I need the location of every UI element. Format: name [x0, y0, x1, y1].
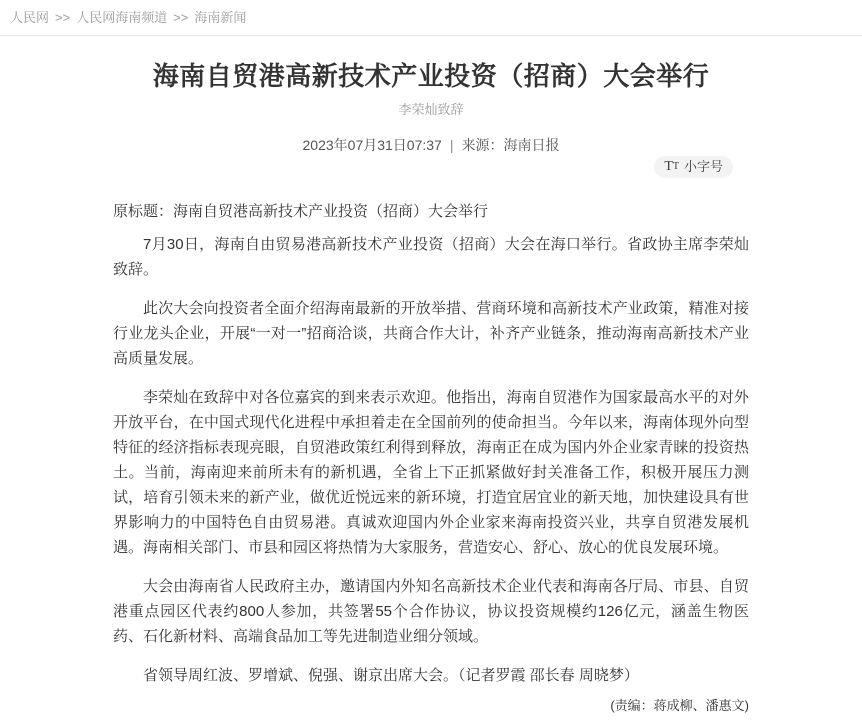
article-body: [113, 199, 749, 724]
source-link[interactable]: 海南日报: [503, 137, 560, 153]
breadcrumb: [0, 0, 862, 36]
editors-line: (责编：蒋成柳、潘惠文): [610, 698, 749, 713]
original-title-label: 原标题：: [113, 203, 174, 220]
publish-date: 2023年07月31日07:37: [302, 137, 442, 153]
font-size-icon: T: [664, 159, 673, 174]
font-size-button-label: 小字号: [683, 159, 723, 174]
breadcrumb-link-hainan-channel[interactable]: 人民网海南频道: [76, 10, 168, 25]
original-title-line: [113, 199, 749, 224]
breadcrumb-link-peoples-net[interactable]: 人民网: [10, 10, 50, 25]
article-content: [113, 59, 749, 724]
article-subtitle: 李荣灿致辞: [398, 102, 464, 117]
paragraph-1: 7月30日，海南自由贸易港高新技术产业投资（招商）大会在海口举行。省政协主席李荣灿致辞。: [113, 236, 749, 278]
paragraph-2: 此次大会向投资者全面介绍海南最新的开放举措、营商环境和高新技术产业政策，精准对接行业龙头企业，开展“一对一”招商洽谈，共商合作大计，补齐产业链条，推动海南高新技术产业高质量发展。: [113, 300, 749, 367]
paragraph-5: 省领导周红波、罗增斌、倪强、谢京出席大会。（记者罗霞 邵长春 周晓梦）: [143, 667, 639, 684]
breadcrumb-separator: >>: [173, 10, 189, 25]
breadcrumb-link-hainan-news[interactable]: 海南新闻: [194, 10, 247, 25]
article-toolbar: [113, 156, 749, 178]
meta-separator: |: [449, 137, 454, 153]
article-title: 海南自贸港高新技术产业投资（招商）大会举行: [152, 61, 710, 91]
paragraph-3: 李荣灿在致辞中对各位嘉宾的到来表示欢迎。他指出，海南自贸港作为国家最高水平的对外开放平台，在中国式现代化进程中承担着走在全国前列的使命担当。今年以来，海南体现外向型特征的经济指标表现亮眼，自贸港政策红利得到释放，海南正在成为国内外企业家青睐的投资热土。当前，海南迎来前所未有的新机遇，全省上下正抓紧做好封关准备工作，积极开展压力测试，培育引领未来的新产业，做优近悦远来的新环境，打造宜居宜业的新天地，加快建设具有世界影响力的中国特色自由贸易港。真诚欢迎国内外企业家来海南投资兴业，共享自贸港发展机遇。海南相关部门、市县和园区将热情为大家服务，营造安心、舒心、放心的优良发展环境。: [113, 389, 749, 556]
article-meta: [113, 136, 749, 154]
font-size-icon-small: T: [672, 161, 679, 172]
paragraph-4: 大会由海南省人民政府主办，邀请国内外知名高新技术企业代表和海南各厅局、市县、自贸港重点园区代表约800人参加，共签署55个合作协议，协议投资规模约126亿元，涵盖生物医药、石化新材料、高端食品加工等先进制造业细分领域。: [113, 578, 749, 645]
original-title-text: 海南自贸港高新技术产业投资（招商）大会举行: [173, 203, 489, 220]
font-size-button[interactable]: [654, 156, 733, 178]
source-label: 来源：: [461, 137, 504, 153]
breadcrumb-separator: >>: [55, 10, 71, 25]
